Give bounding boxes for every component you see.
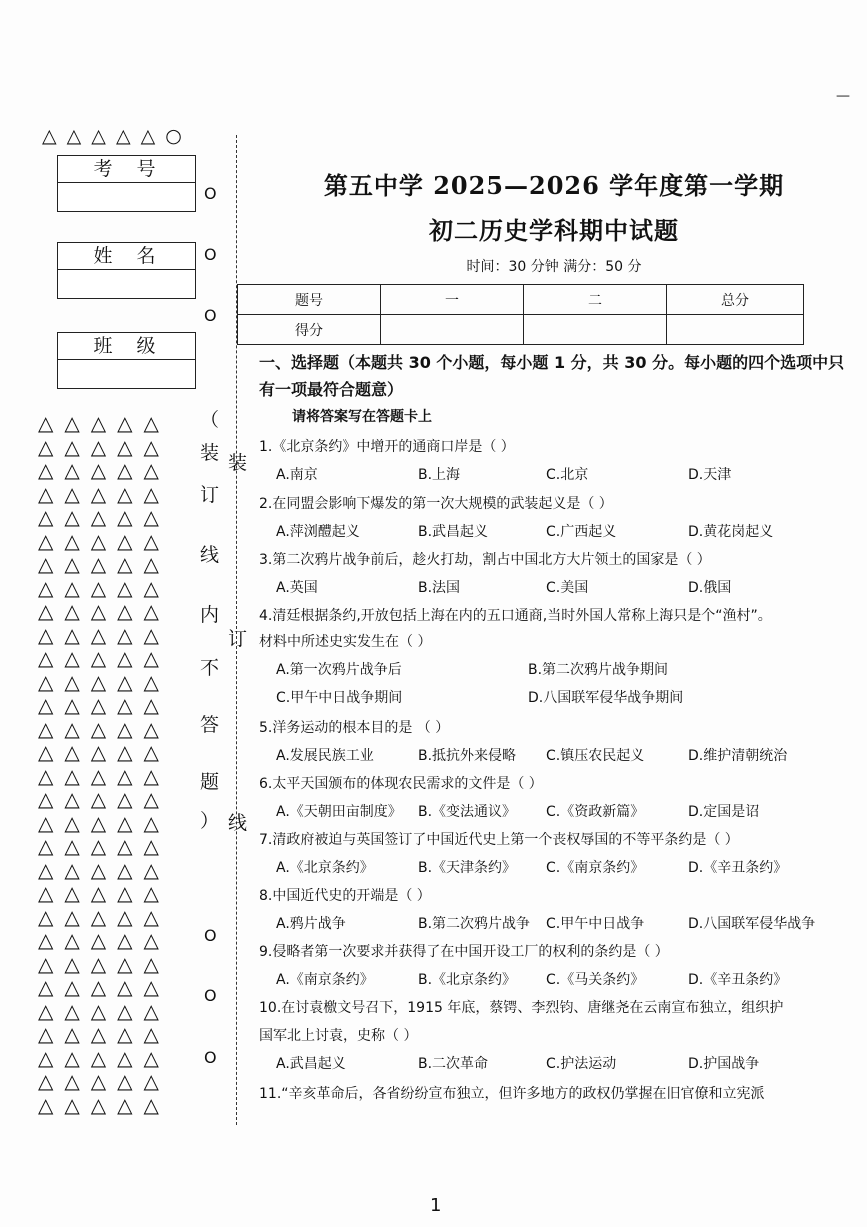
answer-option[interactable]: D.八国联军侵华战争 xyxy=(688,916,816,932)
question-stem: 1.《北京条约》中增开的通商口岸是（ ） xyxy=(259,439,515,455)
binding-char: 题 xyxy=(200,771,220,793)
answer-option[interactable]: A.萍浏醴起义 xyxy=(276,524,360,540)
score-blank-cell[interactable] xyxy=(524,315,667,345)
answer-option[interactable]: B.抵抗外来侵略 xyxy=(418,748,517,764)
triangle-row: △△△△△ xyxy=(38,740,170,764)
score-cell: 一 xyxy=(381,285,524,315)
answer-option[interactable]: B.第二次鸦片战争期间 xyxy=(528,662,669,678)
answer-option[interactable]: A.南京 xyxy=(276,467,318,483)
question-stem-continued: 材料中所述史实发生在（ ） xyxy=(259,634,432,650)
question-stem: 11.“辛亥革命后，各省纷纷宣布独立，但许多地方的政权仍掌握在旧官僚和立宪派 xyxy=(259,1086,765,1102)
answer-option[interactable]: C.甲午中日战争期间 xyxy=(276,690,403,706)
question-stem: 10.在讨袁檄文号召下，1915 年底，蔡锷、李烈钧、唐继尧在云南宣布独立，组织护 xyxy=(259,1000,784,1016)
binding-circle: O xyxy=(204,184,217,203)
triangle-row: △△△△△ xyxy=(38,716,170,741)
triangle-row: △△△△△ xyxy=(38,881,170,905)
triangle-row: △△△△△ xyxy=(38,1045,170,1070)
score-table-row xyxy=(238,315,804,345)
answer-option[interactable]: B.第二次鸦片战争 xyxy=(418,916,531,932)
class-blank[interactable] xyxy=(58,360,195,388)
triangle-row: △△△△△ xyxy=(38,622,170,647)
binding-char: （ xyxy=(200,409,220,431)
answer-option[interactable]: B.武昌起义 xyxy=(418,524,489,540)
answer-option[interactable]: C.《资政新篇》 xyxy=(546,804,645,820)
name-box xyxy=(57,242,196,299)
answer-option[interactable]: C.甲午中日战争 xyxy=(546,916,645,932)
exam-title: 第五中学 2025—2026 学年度第一学期 xyxy=(323,171,785,200)
triangle-row: △△△△△ xyxy=(38,528,170,553)
triangle-row: △△△△△ xyxy=(38,1069,170,1093)
answer-option[interactable]: C.护法运动 xyxy=(546,1056,617,1072)
answer-option[interactable]: D.维护清朝统治 xyxy=(688,748,788,764)
answer-option[interactable]: D.《辛丑条约》 xyxy=(688,972,788,988)
answer-option[interactable]: C.镇压农民起义 xyxy=(546,748,645,764)
answer-option[interactable]: B.《变法通议》 xyxy=(418,804,517,820)
triangle-row: △△△△△ xyxy=(38,857,170,882)
question-stem: 7.清政府被迫与英国签订了中国近代史上第一个丧权辱国的不等平条约是（ ） xyxy=(259,832,739,848)
exam-number-label: 考号 xyxy=(58,156,195,183)
score-table-header-row xyxy=(238,285,804,315)
exam-subtitle: 初二历史学科期中试题 xyxy=(429,216,679,245)
triangle-row: △△△△△ xyxy=(38,693,170,717)
answer-option[interactable]: D.天津 xyxy=(688,467,732,483)
triangle-row: △△△△△ xyxy=(38,1022,170,1046)
answer-option[interactable]: C.《南京条约》 xyxy=(546,860,645,876)
question-stem: 6.太平天国颁布的体现农民需求的文件是（ ） xyxy=(259,776,543,792)
answer-option[interactable]: C.广西起义 xyxy=(546,524,617,540)
binding-char: 装 xyxy=(228,452,248,474)
answer-option[interactable]: A.武昌起义 xyxy=(276,1056,346,1072)
answer-option[interactable]: D.俄国 xyxy=(688,580,732,596)
binding-circle: O xyxy=(204,926,217,945)
triangle-row: △△△△△ xyxy=(38,998,170,1023)
answer-option[interactable]: B.上海 xyxy=(418,467,461,483)
score-cell: 得分 xyxy=(238,315,381,345)
exam-number-box xyxy=(57,155,196,212)
question-stem: 3.第二次鸦片战争前后，趁火打劫，割占中国北方大片领土的国家是（ ） xyxy=(259,552,711,568)
triangle-row: △△△△△ xyxy=(38,951,170,976)
answer-option[interactable]: D.《辛丑条约》 xyxy=(688,860,788,876)
class-label: 班级 xyxy=(58,333,195,360)
answer-option[interactable]: A.英国 xyxy=(276,580,318,596)
answer-option[interactable]: A.《北京条约》 xyxy=(276,860,374,876)
answer-option[interactable]: D.定国是诏 xyxy=(688,804,760,820)
exam-number-blank[interactable] xyxy=(58,183,195,211)
triangle-row: △△△△△ xyxy=(38,599,170,623)
triangle-row: △△△△△ xyxy=(38,575,170,600)
triangle-row: △△△△△ xyxy=(38,810,170,835)
section-heading: 一、选择题（本题共 30 个小题，每小题 1 分，共 30 分。每小题的四个选项中只有一项最符合题意） xyxy=(259,353,845,399)
answer-option[interactable]: A.第一次鸦片战争后 xyxy=(276,662,402,678)
binding-circle: O xyxy=(204,245,217,264)
triangle-row-top: △ △ △ △ △ ○ xyxy=(42,125,184,147)
answer-option[interactable]: C.美国 xyxy=(546,580,589,596)
answer-option[interactable]: B.《天津条约》 xyxy=(418,860,517,876)
question-stem: 4.清廷根据条约,开放包括上海在内的五口通商,当时外国人常称上海只是个“渔村”。 xyxy=(259,608,772,624)
binding-note-left xyxy=(200,405,218,831)
triangle-row: △△△△△ xyxy=(38,481,170,506)
answer-option[interactable]: D.八国联军侵华战争期间 xyxy=(528,690,684,706)
binding-char: 线 xyxy=(228,812,248,834)
question-stem: 5.洋务运动的根本目的是 （ ） xyxy=(259,720,450,736)
triangle-grid xyxy=(38,412,198,1117)
page-number: 1 xyxy=(430,1195,442,1216)
question-stem: 9.侵略者第一次要求并获得了在中国开设工厂的权利的条约是（ ） xyxy=(259,944,669,960)
binding-char: 内 xyxy=(200,604,220,626)
triangle-row: △△△△△ xyxy=(38,928,170,952)
triangle-row: △△△△△ xyxy=(38,411,170,435)
question-stem: 2.在同盟会影响下爆发的第一次大规模的武装起义是（ ） xyxy=(259,496,613,512)
score-cell: 二 xyxy=(524,285,667,315)
answer-option[interactable]: B.法国 xyxy=(418,580,461,596)
answer-option[interactable]: A.《天朝田亩制度》 xyxy=(276,804,402,820)
binding-char: 线 xyxy=(200,544,220,566)
time-and-score-info: 时间：30 分钟 满分：50 分 xyxy=(466,259,642,275)
answer-option[interactable]: A.《南京条约》 xyxy=(276,972,374,988)
score-cell: 题号 xyxy=(238,285,381,315)
triangle-row: △△△△△ xyxy=(38,646,170,670)
answer-hint: 请将答案写在答题卡上 xyxy=(292,409,432,425)
binding-char: 装 xyxy=(200,442,220,464)
answer-option[interactable]: A.发展民族工业 xyxy=(276,748,374,764)
answer-option[interactable]: C.《马关条约》 xyxy=(546,972,645,988)
score-cell: 总分 xyxy=(667,285,804,315)
score-table xyxy=(237,284,804,345)
name-label: 姓名 xyxy=(58,243,195,270)
triangle-row: △△△△△ xyxy=(38,904,170,929)
binding-circle: O xyxy=(204,1048,217,1067)
score-blank-cell[interactable] xyxy=(667,315,804,345)
binding-char: 订 xyxy=(200,484,220,506)
question-stem: 8.中国近代史的开端是（ ） xyxy=(259,888,431,904)
answer-option[interactable]: A.鸦片战争 xyxy=(276,916,346,932)
binding-char: ） xyxy=(200,810,220,832)
binding-circle: O xyxy=(204,306,217,325)
question-stem-continued: 国军北上讨袁，史称（ ） xyxy=(259,1028,418,1044)
binding-char: 不 xyxy=(200,657,220,679)
name-blank[interactable] xyxy=(58,270,195,298)
answer-option[interactable]: C.北京 xyxy=(546,467,589,483)
binding-char: 订 xyxy=(228,628,248,650)
answer-option[interactable]: B.《北京条约》 xyxy=(418,972,517,988)
class-box xyxy=(57,332,196,389)
triangle-row: △△△△△ xyxy=(38,1092,170,1117)
answer-option[interactable]: D.黄花岗起义 xyxy=(688,524,774,540)
answer-option[interactable]: B.二次革命 xyxy=(418,1056,489,1072)
triangle-row: △△△△△ xyxy=(38,434,170,459)
answer-option[interactable]: D.护国战争 xyxy=(688,1056,760,1072)
binding-char: 答 xyxy=(200,714,220,736)
triangle-row: △△△△△ xyxy=(38,669,170,694)
binding-circle: O xyxy=(204,986,217,1005)
triangle-row: △△△△△ xyxy=(38,505,170,529)
triangle-row: △△△△△ xyxy=(38,975,170,999)
triangle-row: △△△△△ xyxy=(38,458,170,482)
triangle-row: △△△△△ xyxy=(38,763,170,788)
score-blank-cell[interactable] xyxy=(381,315,524,345)
triangle-row: △△△△△ xyxy=(38,834,170,858)
triangle-row: △△△△△ xyxy=(38,787,170,811)
triangle-row: △△△△△ xyxy=(38,552,170,576)
corner-mark: — xyxy=(836,88,850,104)
